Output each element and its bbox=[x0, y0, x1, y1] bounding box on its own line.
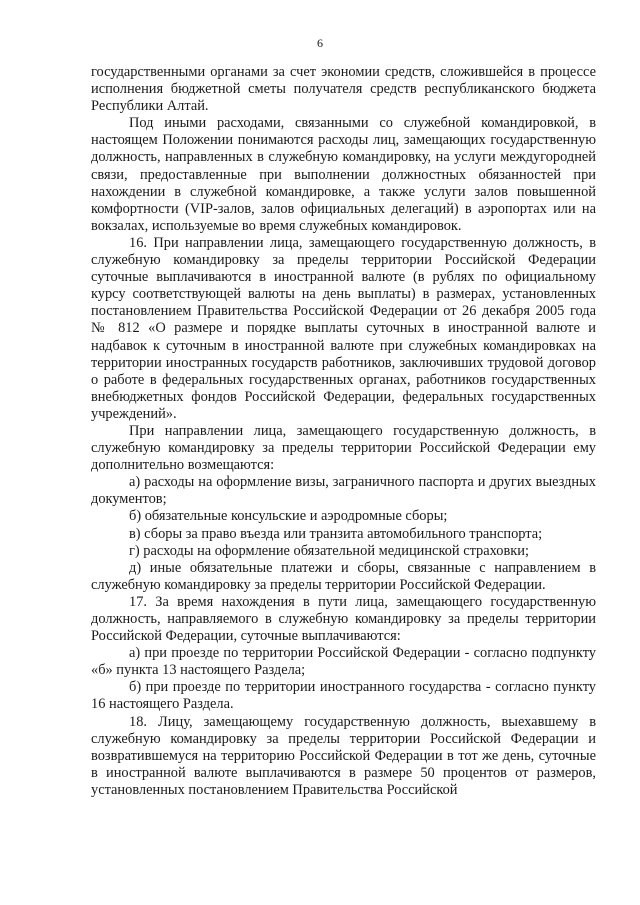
page-number: 6 bbox=[317, 36, 323, 50]
list-item-d: д) иные обязательные платежи и сборы, связанные с направлением в служебную командировку за пределы территории Российской Федерации. bbox=[91, 559, 596, 593]
list-item-17-a: а) при проезде по территории Российской Федерации - согласно подпункту «б» пункта 13 настоящего Раздела; bbox=[91, 645, 596, 679]
paragraph-other-expenses: Под иными расходами, связанными со служебной командировкой, в настоящем Положении понимаются расходы лиц, замещающих государственную должность, направленных в служебную командировку, на услуги междугородней связи, предоставленные при выполнении должностных обязанностей при нахождении в служебной командировке, а также услуги залов повышенной комфортности (VIP-залов, залов официальных делегаций) в аэропортах или на вокзалах, используемые во время служебных командировок. bbox=[91, 115, 596, 234]
paragraph-16: 16. При направлении лица, замещающего государственную должность, в служебную командировку за пределы территории Российской Федерации суточные выплачиваются в иностранной валюте (в рублях по официальному курсу соответствующей валюты на день выплаты) в размерах, установленных постановлением Правительства Российской Федерации от 26 декабря 2005 года № 812 «О размере и порядке выплаты суточных в иностранной валюте и надбавок к суточным в иностранной валюте при служебных командировках на территории иностранных государств работников, заключивших трудовой договор о работе в федеральных государственных органах, работников государственных внебюджетных фондов Российской Федерации, федеральных государственных учреждений». bbox=[91, 234, 596, 422]
list-item-b: б) обязательные консульские и аэродромные сборы; bbox=[129, 508, 448, 525]
paragraph-17: 17. За время нахождения в пути лица, замещающего государственную должность, направляемого в служебную командировку за пределы территории Российской Федерации, суточные выплачиваются: bbox=[91, 593, 596, 645]
list-item-v: в) сборы за право въезда или транзита автомобильного транспорта; bbox=[129, 525, 543, 542]
body-text bbox=[91, 64, 596, 799]
list-item-g: г) расходы на оформление обязательной медицинской страховки; bbox=[129, 542, 529, 559]
list-item-a: а) расходы на оформление визы, заграничного паспорта и других выездных документов; bbox=[91, 474, 596, 508]
list-item-17-b: б) при проезде по территории иностранного государства - согласно пункту 16 настоящего Раздела. bbox=[91, 679, 596, 713]
paragraph-continuation: государственными органами за счет экономии средств, сложившейся в процессе исполнения бюджетной сметы получателя средств республиканского бюджета Республики Алтай. bbox=[91, 64, 596, 115]
paragraph-additional-compensation: При направлении лица, замещающего государственную должность, в служебную командировку за пределы территории Российской Федерации ему дополнительно возмещаются: bbox=[91, 422, 596, 474]
paragraph-18: 18. Лицу, замещающему государственную должность, выехавшему в служебную командировку за пределы территории Российской Федерации и возвратившемуся на территорию Российской Федерации в тот же день, суточные в иностранной валюте выплачиваются в размере 50 процентов от размеров, установленных постановлением Правительства Российской bbox=[91, 713, 596, 798]
